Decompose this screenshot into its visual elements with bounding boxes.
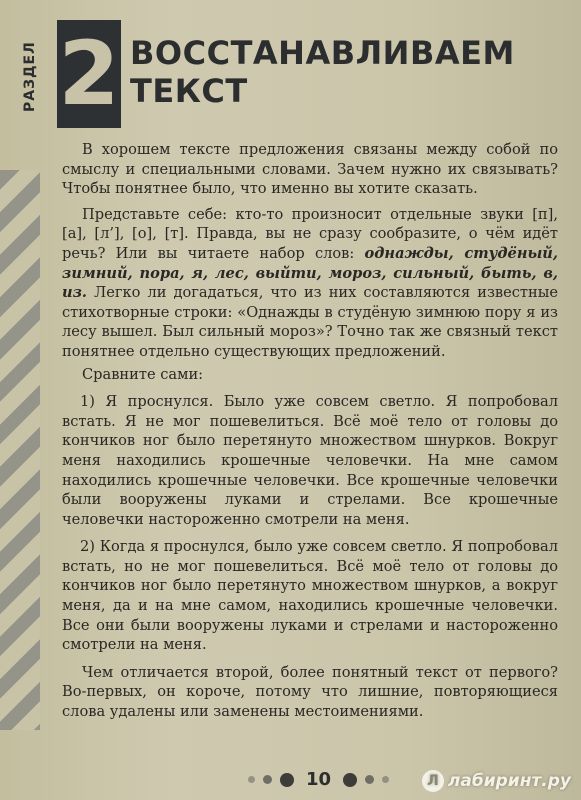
word-list: однажды, студёный, зимний, пора, я, лес, выйти, мороз, сильный, быть, в, из.: [62, 244, 558, 302]
page-footer: [248, 769, 389, 790]
body-text: [62, 140, 558, 725]
section-title-line2: ТЕКСТ: [130, 72, 248, 110]
watermark: [422, 770, 571, 792]
dot-icon: [343, 773, 357, 787]
section-title: [130, 34, 515, 110]
paragraph-sounds-end: Легко ли догадаться, что из них составляются известные стихотворные строки: «Однажды в студёную зимнюю пору я из лесу вышел. Был сильный мороз»? Точно так же связный текст понятнее отдельно существующих предложений.: [62, 284, 558, 360]
paragraph-conclusion: Чем отличается второй, более понятный текст от первого? Во-первых, он короче, потому что лишние, повторяющиеся слова удалены или заменены местоимениями.: [62, 663, 558, 721]
dot-icon: [382, 776, 389, 783]
paragraph-sounds-start: Представьте себе: кто-то произносит отдельные звуки [п], [а], [л’], [о], [т]. Правда, вы не сразу сообразите, о чём идёт речь? Или вы читаете набор слов:: [62, 205, 558, 262]
paragraph-sounds: [62, 205, 558, 362]
paragraph-intro: В хорошем тексте предложения связаны между собой по смыслу и специальными словами. Зачем нужно их связывать? Чтобы понятнее было, что именно вы хотите сказать.: [62, 141, 558, 198]
page-number: 10: [306, 769, 332, 790]
labirint-logo-icon: Л: [422, 770, 444, 792]
section-title-line1: ВОССТАНАВЛИВАЕМ: [130, 34, 515, 72]
example-1: [62, 392, 558, 529]
decorative-stripes: [0, 170, 40, 730]
paragraph-compare: Сравните сами:: [82, 365, 204, 383]
example-2-text: 2) Когда я проснулся, было уже совсем светло. Я попробовал встать, но не мог пошевелиться. Всё моё тело от головы до кончиков ног было перетянуто множеством шнурков, а вокруг меня, да и на мне самом, находились крошечные человечки. Все они были вооружены луками и стрелами и настороженно смотрели на меня.: [62, 538, 558, 654]
dot-icon: [280, 773, 294, 787]
section-label: РАЗДЕЛ: [22, 41, 38, 112]
dot-icon: [248, 776, 255, 783]
example-1-text: 1) Я проснулся. Было уже совсем светло. Я попробовал встать. Я не мог пошевелиться. Всё моё тело от головы до кончиков ног было перетянуто множеством шнурков. Вокруг меня находились крошечные человечки. На мне самом находились крошечные человечки. Все крошечные человечки были вооружены луками и стрелами. Все крошечные человечки настороженно смотрели на меня.: [62, 393, 558, 528]
dot-icon: [365, 775, 374, 784]
dot-icon: [263, 775, 272, 784]
example-2: [62, 537, 558, 655]
section-number: 2: [57, 20, 121, 128]
watermark-text: лабиринт.ру: [447, 771, 571, 791]
